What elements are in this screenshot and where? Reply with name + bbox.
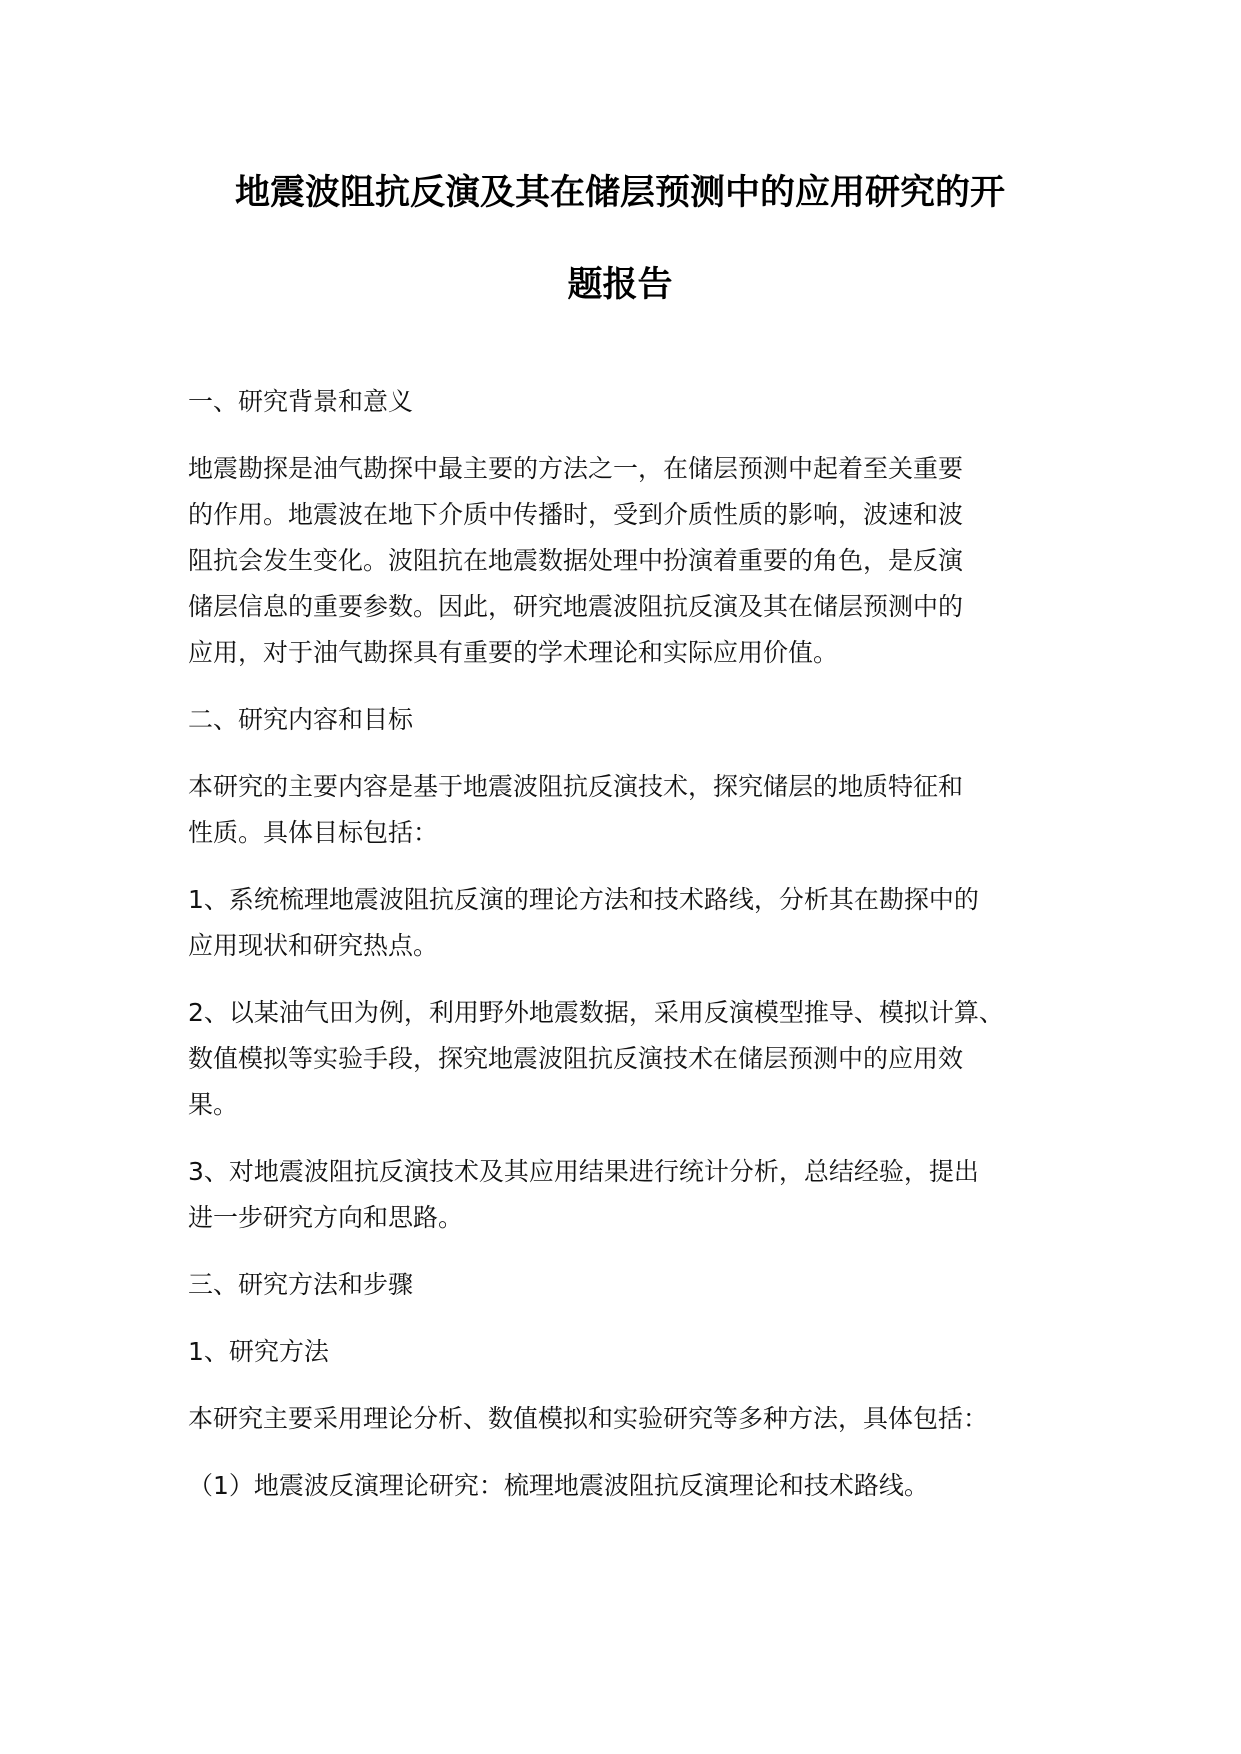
text-line: 储层信息的重要参数。因此，研究地震波阻抗反演及其在储层预测中的 (188, 592, 964, 621)
text-line: 1、研究方法 (188, 1337, 329, 1366)
document-body (188, 379, 1088, 1530)
text-line: 应用现状和研究热点。 (188, 931, 439, 960)
text-line: 一、研究背景和意义 (188, 387, 414, 416)
paragraph (188, 764, 1088, 856)
paragraph (188, 877, 1088, 969)
paragraph (188, 379, 1088, 425)
paragraph (188, 697, 1088, 743)
text-line: 进一步研究方向和思路。 (188, 1203, 464, 1232)
text-line: 应用，对于油气勘探具有重要的学术理论和实际应用价值。 (188, 638, 839, 667)
text-line: 地震勘探是油气勘探中最主要的方法之一，在储层预测中起着至关重要 (188, 454, 964, 483)
paragraph (188, 1396, 1088, 1442)
paragraph (188, 1329, 1088, 1375)
text-line: 三、研究方法和步骤 (188, 1270, 414, 1299)
title-line-1: 地震波阻抗反演及其在储层预测中的应用研究的开 (234, 173, 1005, 213)
text-line: 3、对地震波阻抗反演技术及其应用结果进行统计分析，总结经验，提出 (188, 1157, 979, 1186)
text-line: （1）地震波反演理论研究：梳理地震波阻抗反演理论和技术路线。 (188, 1471, 929, 1500)
text-line: 果。 (188, 1090, 239, 1119)
paragraph (188, 1463, 1088, 1509)
text-line: 的作用。地震波在地下介质中传播时，受到介质性质的影响，波速和波 (188, 500, 964, 529)
title-line-2: 题报告 (567, 265, 673, 305)
text-line: 1、系统梳理地震波阻抗反演的理论方法和技术路线，分析其在勘探中的 (188, 885, 979, 914)
document-title (140, 172, 1100, 306)
text-line: 二、研究内容和目标 (188, 705, 414, 734)
text-line: 本研究的主要内容是基于地震波阻抗反演技术，探究储层的地质特征和 (188, 772, 964, 801)
paragraph (188, 990, 1088, 1128)
text-line: 2、以某油气田为例，利用野外地震数据，采用反演模型推导、模拟计算、 (188, 998, 1004, 1027)
text-line: 阻抗会发生变化。波阻抗在地震数据处理中扮演着重要的角色，是反演 (188, 546, 964, 575)
text-line: 本研究主要采用理论分析、数值模拟和实验研究等多种方法，具体包括： (188, 1404, 989, 1433)
paragraph (188, 446, 1088, 676)
text-line: 性质。具体目标包括： (188, 818, 439, 847)
paragraph (188, 1149, 1088, 1241)
text-line: 数值模拟等实验手段，探究地震波阻抗反演技术在储层预测中的应用效 (188, 1044, 964, 1073)
paragraph (188, 1262, 1088, 1308)
